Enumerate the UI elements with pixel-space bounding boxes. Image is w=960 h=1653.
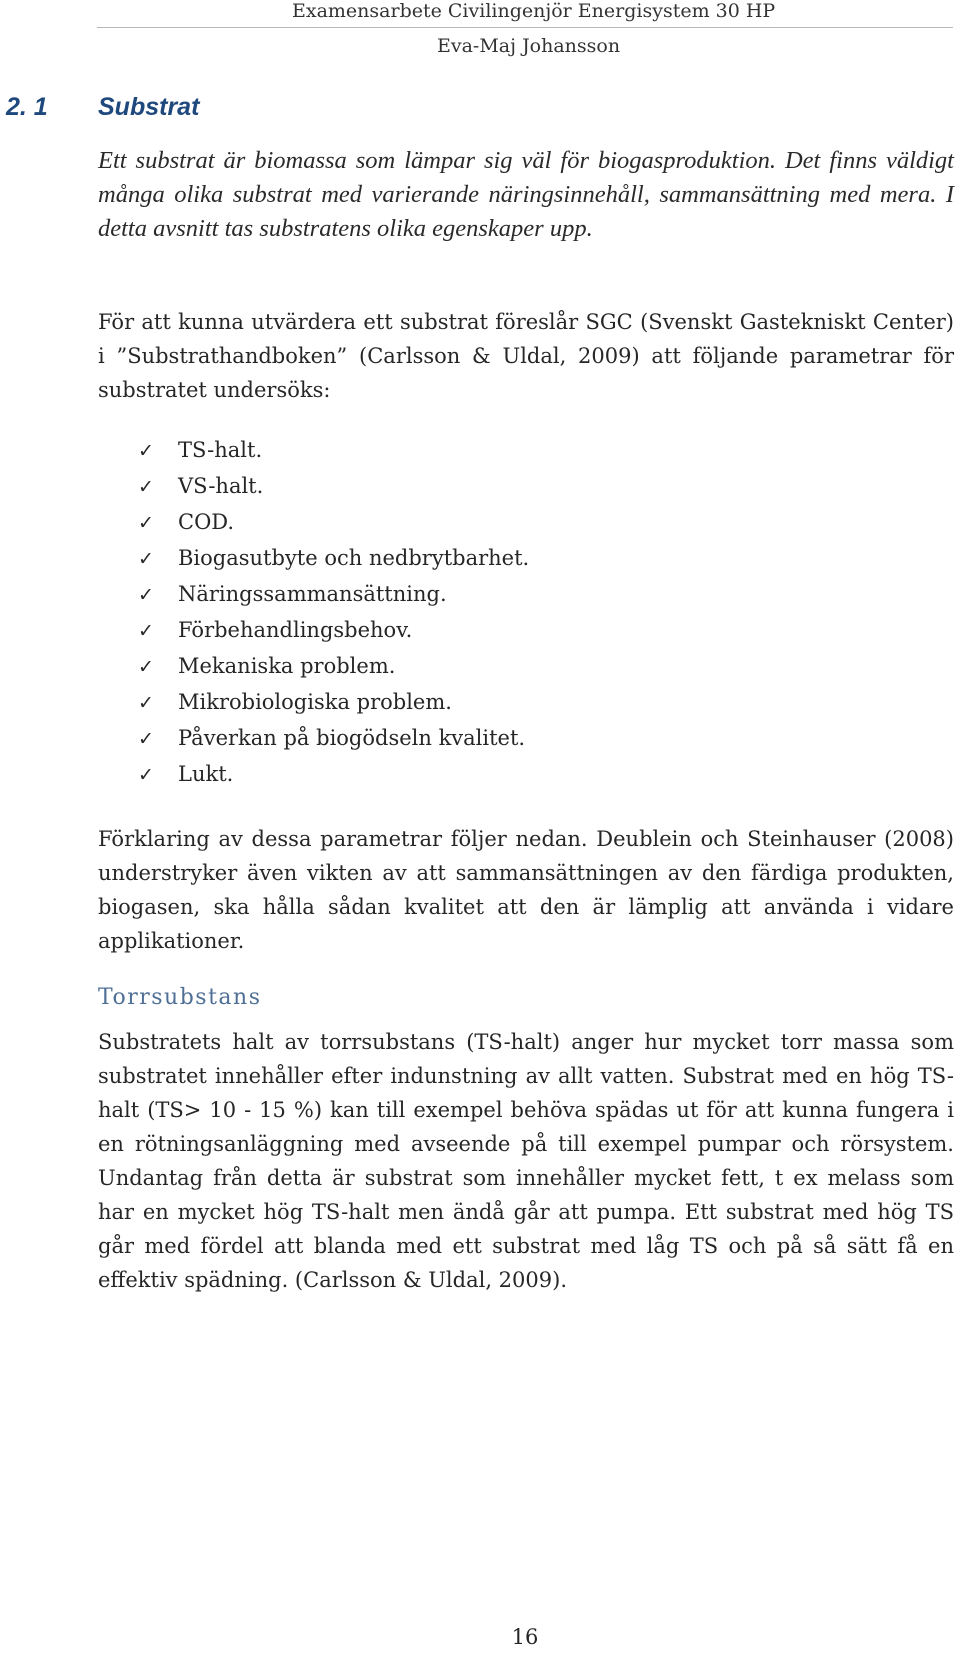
list-item-label: Mekaniska problem. [178, 654, 396, 678]
section-number: 2. 1 [6, 93, 48, 121]
list-item [138, 469, 529, 505]
list-item-label: COD. [178, 510, 235, 534]
checkmark-icon: ✓ [138, 764, 154, 786]
list-item [138, 613, 529, 649]
header-divider [97, 27, 953, 28]
checkmark-icon: ✓ [138, 584, 154, 606]
list-item-label: VS-halt. [178, 474, 264, 498]
checkmark-icon: ✓ [138, 656, 154, 678]
intro-paragraph: Ett substrat är biomassa som lämpar sig väl för biogasproduktion. Det finns väldigt många olika substrat med varierande näringsinnehåll, sammansättning med mera. I detta avsnitt tas substratens olika egenskaper upp. [98, 147, 954, 242]
checkmark-icon: ✓ [138, 512, 154, 534]
checkmark-icon: ✓ [138, 440, 154, 462]
checkmark-icon: ✓ [138, 728, 154, 750]
parameter-checklist [138, 433, 529, 793]
header-author: Eva-Maj Johansson [437, 35, 621, 57]
torrsubstans-paragraph: Substratets halt av torrsubstans (TS-halt) anger hur mycket torr massa som substratet innehåller efter indunstning av allt vatten. Substrat med en hög TS-halt (TS> 10 - 15 %) kan till exempel behöva spädas ut för att kunna fungera i en rötningsanläggning med avseende på till exempel pumpar och rörsystem. Undantag från detta är substrat som innehåller mycket fett, t ex melass som har en mycket hög TS-halt men ändå går att pumpa. Ett substrat med hög TS går med fördel att blanda med ett substrat med låg TS och på så sätt få en effektiv spädning. (Carlsson & Uldal, 2009). [98, 1030, 954, 1292]
list-item [138, 433, 529, 469]
list-item-label: TS-halt. [178, 438, 263, 462]
section-heading [6, 93, 199, 122]
checkmark-icon: ✓ [138, 476, 154, 498]
section-title: Substrat [98, 93, 200, 121]
list-item-label: Förbehandlingsbehov. [178, 618, 413, 642]
list-item [138, 685, 529, 721]
header-thesis-title: Examensarbete Civilingenjör Energisystem 30 HP [292, 0, 776, 22]
list-item [138, 505, 529, 541]
list-item [138, 721, 529, 757]
parameters-paragraph: För att kunna utvärdera ett substrat föreslår SGC (Svenskt Gastekniskt Center) i ”Substrathandboken” (Carlsson & Uldal, 2009) att följande parametrar för substratet undersöks: [98, 310, 954, 402]
list-item [138, 577, 529, 613]
explanation-paragraph: Förklaring av dessa parametrar följer nedan. Deublein och Steinhauser (2008) understryker även vikten av att sammansättningen av den färdiga produkten, biogasen, ska hålla sådan kvalitet att den är lämplig att använda i vidare applikationer. [98, 827, 954, 953]
checkmark-icon: ✓ [138, 548, 154, 570]
list-item [138, 649, 529, 685]
list-item-label: Biogasutbyte och nedbrytbarhet. [178, 546, 530, 570]
list-item [138, 757, 529, 793]
list-item-label: Näringssammansättning. [178, 582, 447, 606]
page-number: 16 [511, 1625, 539, 1649]
list-item-label: Påverkan på biogödseln kvalitet. [178, 726, 526, 750]
subsection-heading: Torrsubstans [98, 985, 262, 1010]
list-item-label: Mikrobiologiska problem. [178, 690, 452, 714]
list-item-label: Lukt. [178, 762, 234, 786]
list-item [138, 541, 529, 577]
checkmark-icon: ✓ [138, 620, 154, 642]
checkmark-icon: ✓ [138, 692, 154, 714]
